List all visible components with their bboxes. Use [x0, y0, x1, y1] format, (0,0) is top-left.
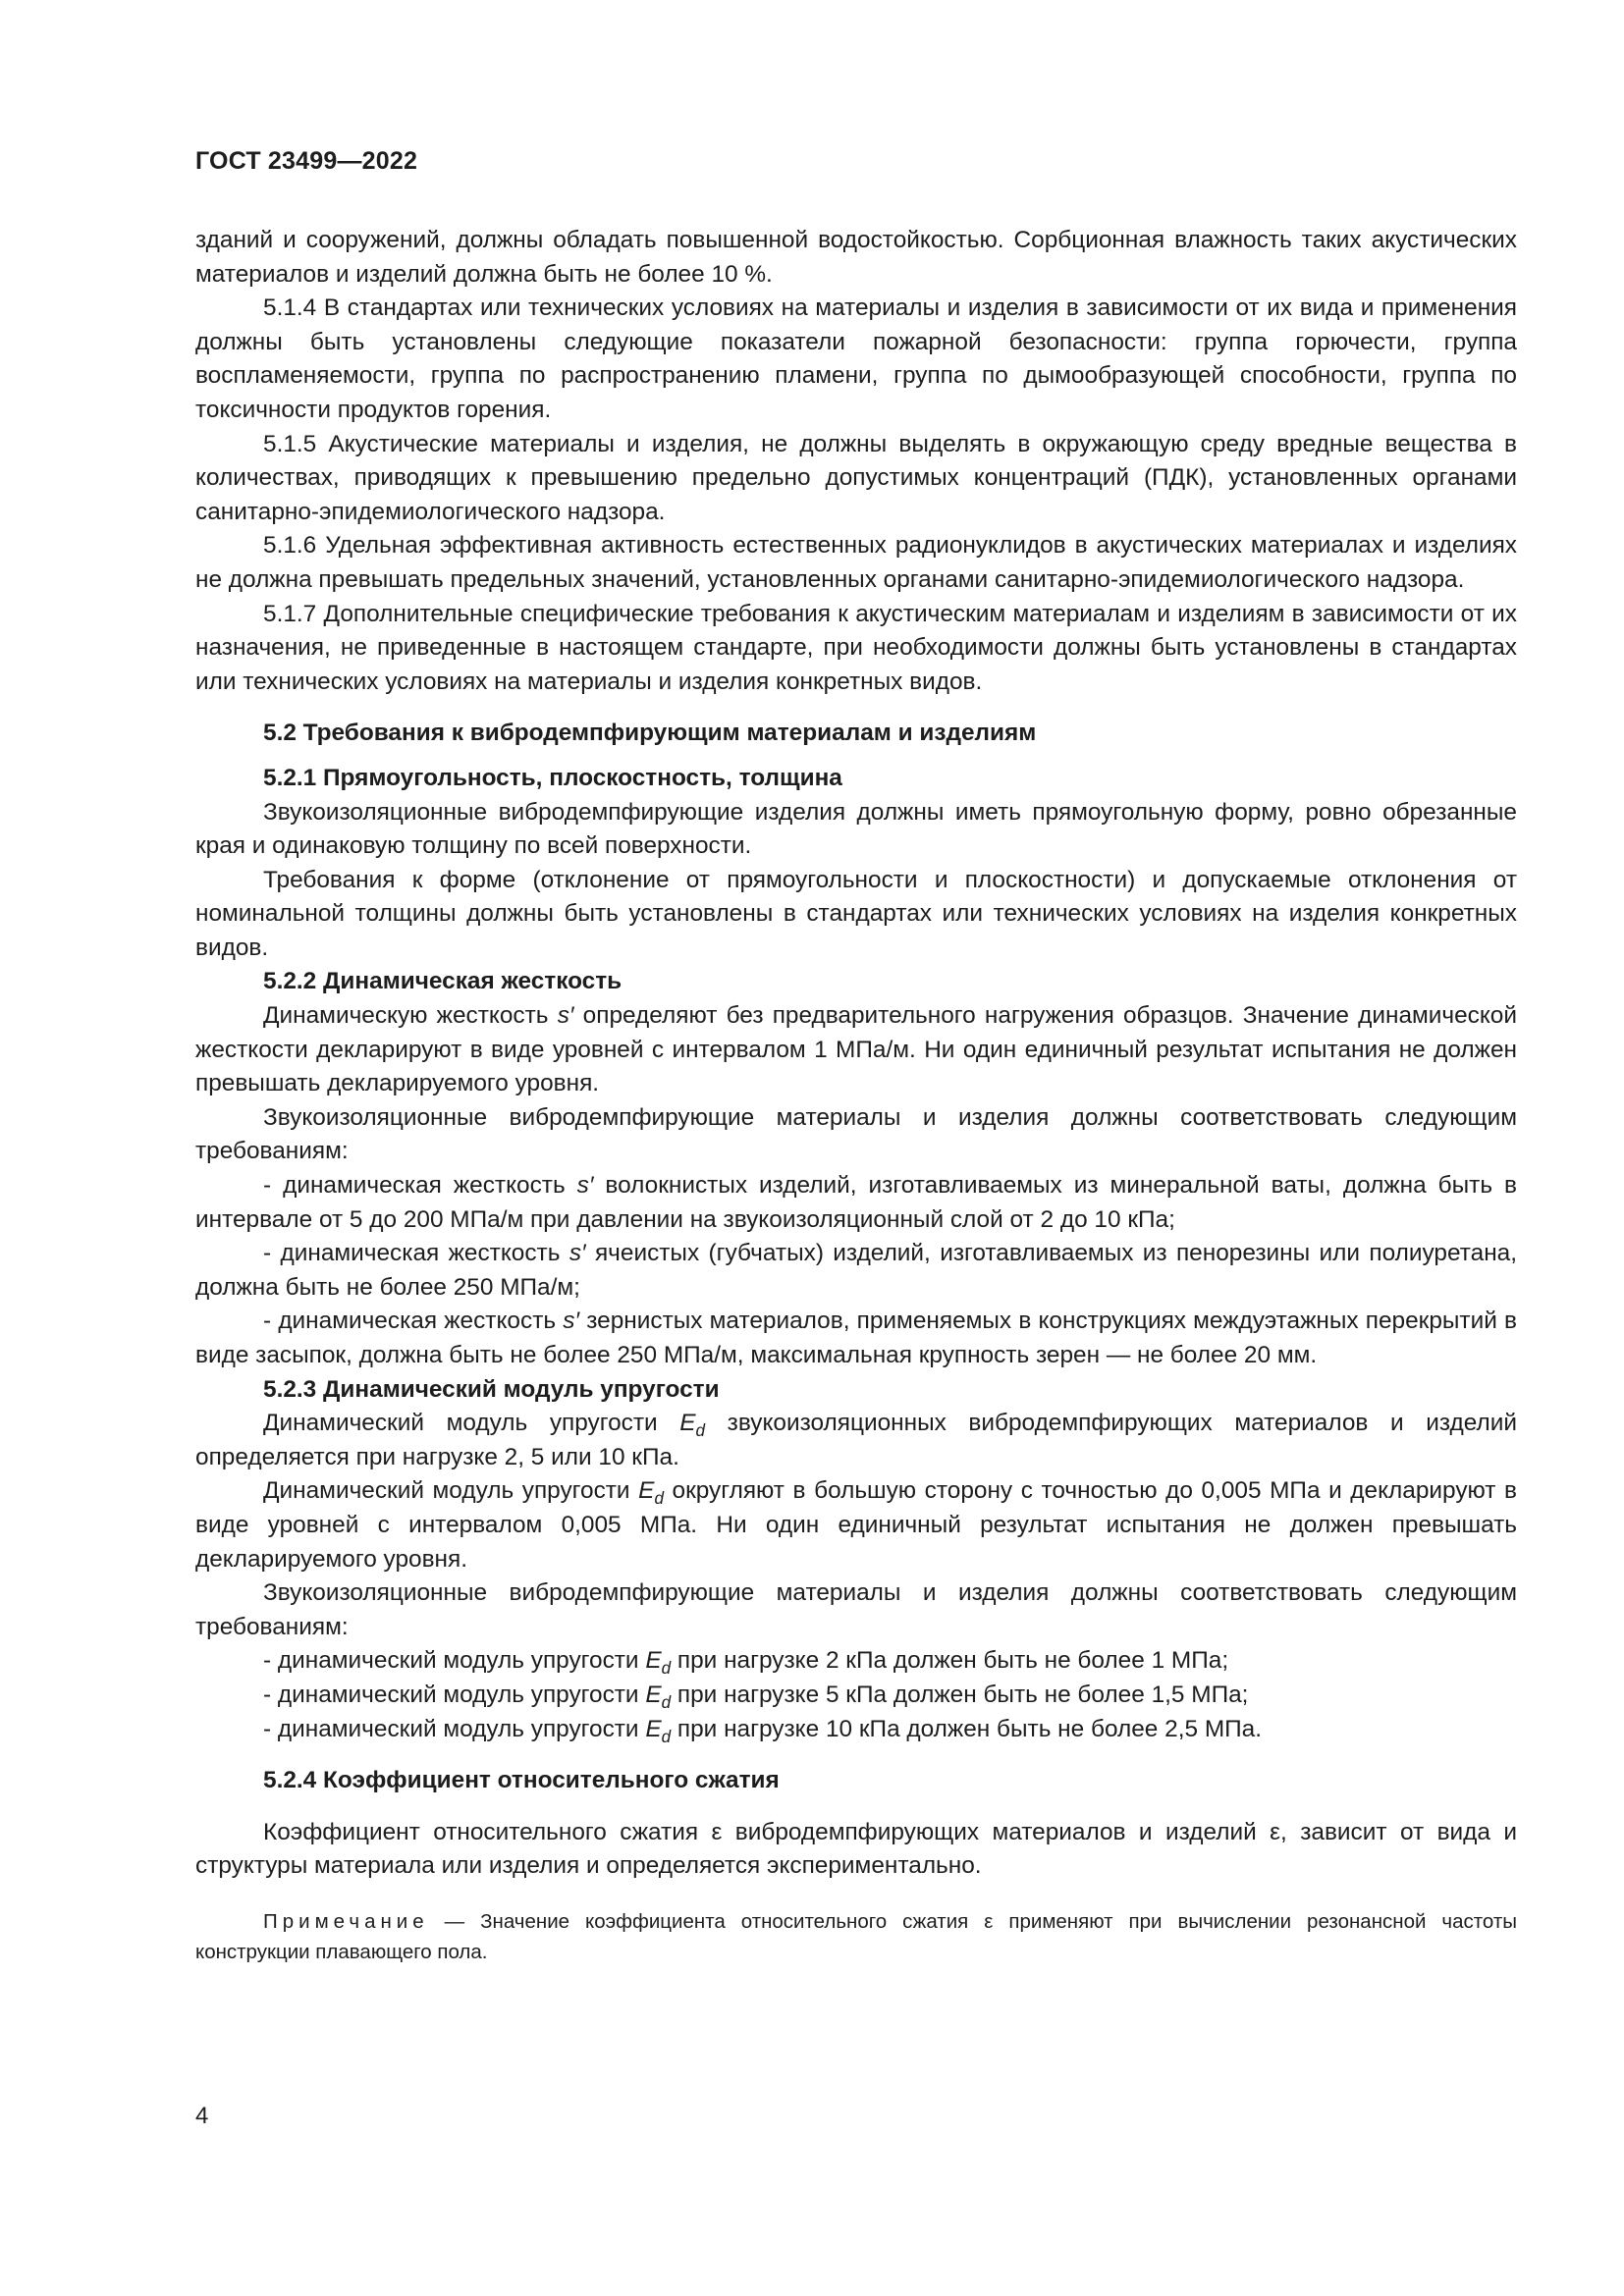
paragraph-5-1-4: 5.1.4 В стандартах или технических условиях на материалы и изделия в зависимости от их вида и применения должны быть установлены следующие показатели пожарной безопасности: группа горючести, группа воспламеняемости, группа по распространению пламени, группа по дымообразующей способности, группа по токсичности продуктов горения. — [195, 294, 1517, 423]
text-fragment: - динамический модуль упругости — [263, 1647, 646, 1675]
symbol-s: s′ — [576, 1172, 594, 1200]
section-heading-5-2: 5.2 Требования к вибродемпфирующим материалам и изделиям — [263, 720, 1037, 747]
text-fragment: при нагрузке 10 кПа должен быть не более 2,5 МПа. — [671, 1715, 1263, 1742]
paragraph-continuation: зданий и сооружений, должны обладать повышенной водостойкостью. Сорбционная влажность таких акустических материалов и изделий должна быть не более 10 %. — [195, 227, 1517, 288]
symbol-Ed — [645, 1647, 672, 1679]
document-header: ГОСТ 23499—2022 — [195, 147, 418, 175]
text-fragment: Динамическую жесткость — [263, 1002, 558, 1030]
text-fragment: звукоизоляционных вибродемпфирующих материалов и изделий определяется при нагрузке 2, 5 или 10 кПа. — [195, 1410, 1517, 1470]
symbol-Ed — [679, 1410, 706, 1441]
text-fragment: - динамический модуль упругости — [263, 1715, 646, 1742]
paragraph-5-2-4: Коэффициент относительного сжатия ε вибродемпфирующих материалов и изделий ε, зависит от вида и структуры материала или изделия и определяется экспериментально. — [195, 1818, 1517, 1880]
symbol-subscript-d: d — [695, 1421, 706, 1441]
symbol-s: s′ — [568, 1240, 586, 1267]
paragraph-5-2-1-a: Звукоизоляционные вибродемпфирующие изделия должны иметь прямоугольную форму, ровно обрезанные края и одинаковую толщину по всей поверхности. — [195, 798, 1517, 860]
subsection-heading-5-2-3: 5.2.3 Динамический модуль упругости — [263, 1375, 720, 1403]
symbol-Ed — [645, 1681, 672, 1712]
subsection-heading-5-2-2: 5.2.2 Динамическая жесткость — [263, 968, 623, 995]
paragraph-5-1-7: 5.1.7 Дополнительные специфические требования к акустическим материалам и изделиям в зависимости от их назначения, не приведенные в настоящем стандарте, при необходимости должны быть установлены в стандартах или технических условиях на материалы и изделия конкретных видов. — [195, 600, 1517, 695]
symbol-E: E — [638, 1477, 655, 1505]
symbol-subscript-d: d — [661, 1692, 672, 1712]
symbol-Ed — [645, 1715, 672, 1746]
note — [195, 1906, 1517, 1967]
symbol-subscript-d: d — [654, 1489, 664, 1509]
text-fragment: - динамическая жесткость — [263, 1308, 564, 1335]
symbol-E: E — [645, 1647, 662, 1675]
text-fragment: Динамический модуль упругости — [263, 1477, 639, 1505]
symbol-Ed — [638, 1477, 664, 1509]
text-fragment: ячеистых (губчатых) изделий, изготавливаемых из пенорезины или полиуретана, должна быть не более 250 МПа/м; — [195, 1240, 1518, 1301]
list-item — [195, 1713, 1517, 1747]
text-fragment: округляют в большую сторону с точностью до 0,005 МПа и декларируют в виде уровней с интервалом 0,005 МПа. Ни один единичный результат испытания не должен превышать декларируемого уровня. — [195, 1477, 1517, 1573]
document-body — [195, 224, 1517, 1967]
text-fragment: при нагрузке 5 кПа должен быть не более 1,5 МПа; — [671, 1681, 1249, 1708]
text-fragment: Динамический модуль упругости — [263, 1410, 680, 1437]
paragraph-5-2-2-b: Звукоизоляционные вибродемпфирующие материалы и изделия должны соответствовать следующим требованиям: — [195, 1103, 1517, 1165]
paragraph-5-2-3-b — [195, 1474, 1517, 1576]
document-page — [195, 0, 1517, 2296]
symbol-s: s′ — [557, 1002, 574, 1030]
paragraph-5-2-1-b: Требования к форме (отклонение от прямоугольности и плоскостности) и допускаемые отклонения от номинальной толщины должны быть установлены в стандартах или технических условиях на изделия конкретных видов. — [195, 866, 1517, 961]
text-fragment: - динамическая жесткость — [263, 1240, 569, 1267]
note-label: Примечание — [263, 1909, 429, 1933]
paragraph-5-2-3-a — [195, 1407, 1517, 1474]
symbol-E: E — [645, 1681, 662, 1708]
paragraph-5-1-5: 5.1.5 Акустические материалы и изделия, не должны выделять в окружающую среду вредные вещества в количествах, приводящих к превышению предельно допустимых концентраций (ПДК), установленных органами санитарно-эпидемиологического надзора. — [195, 430, 1517, 525]
paragraph-5-1-6: 5.1.6 Удельная эффективная активность естественных радионуклидов в акустических материалах и изделиях не должна превышать предельных значений, установленных органами санитарно-эпидемиологического надзора. — [195, 532, 1517, 593]
list-item — [195, 1169, 1517, 1237]
note-text: — Значение коэффициента относительного сжатия ε применяют при вычислении резонансной частоты конструкции плавающего пола. — [195, 1909, 1517, 1963]
text-fragment: волокнистых изделий, изготавливаемых из минеральной ваты, должна быть в интервале от 5 до 200 МПа/м при давлении на звукоизоляционный слой от 2 до 10 кПа; — [195, 1172, 1517, 1233]
symbol-s: s′ — [563, 1308, 580, 1335]
text-fragment: при нагрузке 2 кПа должен быть не более 1 МПа; — [671, 1647, 1229, 1675]
list-item — [195, 1237, 1517, 1305]
text-fragment: зернистых материалов, применяемых в конструкциях междуэтажных перекрытий в виде засыпок, должна быть не более 250 МПа/м, максимальная крупность зерен — не более 20 мм. — [195, 1308, 1518, 1368]
symbol-subscript-d: d — [661, 1727, 672, 1746]
symbol-subscript-d: d — [661, 1659, 672, 1679]
list-item — [195, 1679, 1517, 1713]
symbol-E: E — [645, 1715, 662, 1742]
symbol-E: E — [679, 1410, 696, 1437]
text-fragment: - динамический модуль упругости — [263, 1681, 646, 1708]
text-fragment: - динамическая жесткость — [263, 1172, 577, 1200]
subsection-heading-5-2-4: 5.2.4 Коэффициент относительного сжатия — [263, 1767, 780, 1794]
page-number: 4 — [195, 2103, 209, 2129]
paragraph-5-2-2-a — [195, 999, 1517, 1101]
subsection-heading-5-2-1: 5.2.1 Прямоугольность, плоскостность, толщина — [263, 764, 842, 791]
list-item — [195, 1644, 1517, 1679]
text-fragment: определяют без предварительного нагружения образцов. Значение динамической жесткости декларируют в виде уровней с интервалом 1 МПа/м. Ни один единичный результат испытания не должен превышать декларируемого уровня. — [195, 1002, 1518, 1097]
list-item — [195, 1305, 1517, 1372]
paragraph-5-2-3-c: Звукоизоляционные вибродемпфирующие материалы и изделия должны соответствовать следующим требованиям: — [195, 1579, 1517, 1640]
